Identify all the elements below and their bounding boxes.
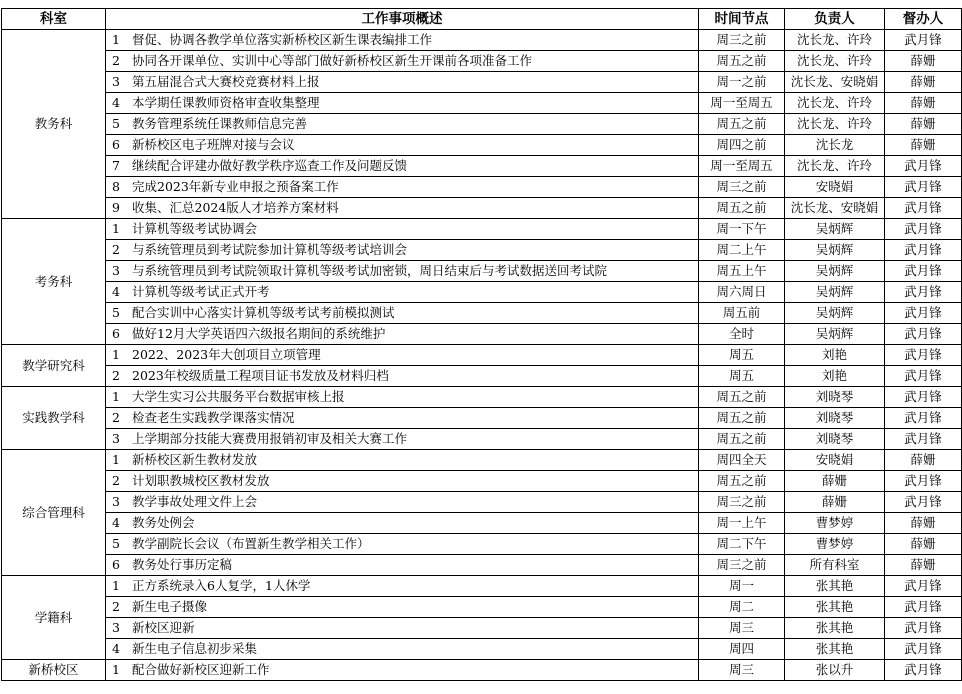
task-number: 1 xyxy=(112,662,120,677)
time-cell: 周三 xyxy=(699,660,785,681)
supervisor-cell: 薛姗 xyxy=(885,555,962,576)
supervisor-cell: 武月锋 xyxy=(885,198,962,219)
table-row xyxy=(2,387,962,408)
table-row xyxy=(2,324,962,345)
header-dept: 科室 xyxy=(2,9,106,30)
supervisor-cell: 武月锋 xyxy=(885,261,962,282)
task-number: 2 xyxy=(112,242,120,257)
task-description: 计划职教城校区教材发放 xyxy=(132,473,270,488)
supervisor-cell: 武月锋 xyxy=(885,471,962,492)
task-description: 完成2023年新专业申报之预备案工作 xyxy=(132,179,339,194)
task-cell xyxy=(106,555,699,576)
task-description: 配合实训中心落实计算机等级考试考前模拟测试 xyxy=(132,305,395,320)
task-cell xyxy=(106,135,699,156)
time-cell: 周二 xyxy=(699,597,785,618)
owner-cell: 沈长龙、许玲 xyxy=(785,93,885,114)
task-number: 3 xyxy=(112,494,120,509)
table-row xyxy=(2,93,962,114)
supervisor-cell: 武月锋 xyxy=(885,240,962,261)
task-number: 1 xyxy=(112,389,120,404)
time-cell: 周六周日 xyxy=(699,282,785,303)
task-cell xyxy=(106,492,699,513)
time-cell: 周四 xyxy=(699,639,785,660)
task-description: 配合做好新校区迎新工作 xyxy=(132,662,270,677)
task-number: 4 xyxy=(112,95,120,110)
table-row xyxy=(2,261,962,282)
task-cell xyxy=(106,366,699,387)
time-cell: 周五之前 xyxy=(699,387,785,408)
task-cell xyxy=(106,30,699,51)
owner-cell: 沈长龙、许玲 xyxy=(785,114,885,135)
task-cell xyxy=(106,282,699,303)
task-number: 1 xyxy=(112,32,120,47)
time-cell: 周五上午 xyxy=(699,261,785,282)
task-description: 2023年校级质量工程项目证书发放及材料归档 xyxy=(132,368,389,383)
table-row xyxy=(2,240,962,261)
task-cell xyxy=(106,576,699,597)
task-description: 收集、汇总2024版人才培养方案材料 xyxy=(132,200,339,215)
dept-cell: 学籍科 xyxy=(2,576,106,660)
task-cell xyxy=(106,387,699,408)
time-cell: 周二下午 xyxy=(699,534,785,555)
supervisor-cell: 武月锋 xyxy=(885,282,962,303)
task-number: 7 xyxy=(112,158,120,173)
task-number: 3 xyxy=(112,431,120,446)
task-description: 做好12月大学英语四六级报名期间的系统维护 xyxy=(132,326,386,341)
owner-cell: 刘晓琴 xyxy=(785,408,885,429)
supervisor-cell: 武月锋 xyxy=(885,219,962,240)
supervisor-cell: 薛姗 xyxy=(885,450,962,471)
task-cell xyxy=(106,618,699,639)
task-number: 3 xyxy=(112,74,120,89)
header-task: 工作事项概述 xyxy=(106,9,699,30)
task-description: 新桥校区新生教材发放 xyxy=(132,452,258,467)
task-number: 1 xyxy=(112,578,120,593)
task-number: 4 xyxy=(112,284,120,299)
table-row xyxy=(2,660,962,681)
task-number: 9 xyxy=(112,200,120,215)
table-row xyxy=(2,555,962,576)
task-number: 1 xyxy=(112,347,120,362)
supervisor-cell: 武月锋 xyxy=(885,576,962,597)
task-cell xyxy=(106,240,699,261)
supervisor-cell: 武月锋 xyxy=(885,324,962,345)
supervisor-cell: 薛姗 xyxy=(885,51,962,72)
table-row xyxy=(2,177,962,198)
task-number: 1 xyxy=(112,452,120,467)
owner-cell: 安晓娟 xyxy=(785,450,885,471)
dept-cell: 考务科 xyxy=(2,219,106,345)
task-cell xyxy=(106,345,699,366)
task-number: 2 xyxy=(112,599,120,614)
time-cell: 周五 xyxy=(699,345,785,366)
supervisor-cell: 武月锋 xyxy=(885,177,962,198)
task-number: 5 xyxy=(112,116,120,131)
time-cell: 周三之前 xyxy=(699,555,785,576)
task-number: 4 xyxy=(112,515,120,530)
supervisor-cell: 武月锋 xyxy=(885,156,962,177)
table-row xyxy=(2,135,962,156)
task-number: 1 xyxy=(112,221,120,236)
supervisor-cell: 薛姗 xyxy=(885,513,962,534)
owner-cell: 吴炳辉 xyxy=(785,219,885,240)
task-number: 6 xyxy=(112,326,120,341)
task-description: 教务管理系统任课教师信息完善 xyxy=(132,116,308,131)
supervisor-cell: 薛姗 xyxy=(885,135,962,156)
time-cell: 周一至周五 xyxy=(699,156,785,177)
table-row xyxy=(2,618,962,639)
dept-cell: 实践教学科 xyxy=(2,387,106,450)
task-number: 2 xyxy=(112,473,120,488)
task-description: 正方系统录入6人复学，1人休学 xyxy=(132,578,311,593)
task-number: 3 xyxy=(112,263,120,278)
dept-cell: 教学研究科 xyxy=(2,345,106,387)
task-cell xyxy=(106,156,699,177)
dept-cell: 新桥校区 xyxy=(2,660,106,681)
owner-cell: 吴炳辉 xyxy=(785,240,885,261)
task-cell xyxy=(106,660,699,681)
owner-cell: 刘晓琴 xyxy=(785,429,885,450)
owner-cell: 吴炳辉 xyxy=(785,261,885,282)
supervisor-cell: 武月锋 xyxy=(885,492,962,513)
table-row xyxy=(2,471,962,492)
time-cell: 周三之前 xyxy=(699,177,785,198)
owner-cell: 张其艳 xyxy=(785,618,885,639)
table-row xyxy=(2,576,962,597)
supervisor-cell: 武月锋 xyxy=(885,618,962,639)
time-cell: 周一至周五 xyxy=(699,93,785,114)
task-description: 新生电子信息初步采集 xyxy=(132,641,258,656)
time-cell: 周五之前 xyxy=(699,114,785,135)
task-number: 8 xyxy=(112,179,120,194)
table-row xyxy=(2,345,962,366)
owner-cell: 沈长龙 xyxy=(785,135,885,156)
owner-cell: 薛姗 xyxy=(785,471,885,492)
owner-cell: 吴炳辉 xyxy=(785,324,885,345)
table-row xyxy=(2,72,962,93)
owner-cell: 沈长龙、许玲 xyxy=(785,30,885,51)
dept-cell: 综合管理科 xyxy=(2,450,106,576)
owner-cell: 吴炳辉 xyxy=(785,282,885,303)
header-supervisor: 督办人 xyxy=(885,9,962,30)
owner-cell: 沈长龙、许玲 xyxy=(785,156,885,177)
supervisor-cell: 武月锋 xyxy=(885,597,962,618)
table-row xyxy=(2,30,962,51)
supervisor-cell: 武月锋 xyxy=(885,408,962,429)
task-number: 5 xyxy=(112,305,120,320)
time-cell: 周三之前 xyxy=(699,30,785,51)
time-cell: 周四之前 xyxy=(699,135,785,156)
table-row xyxy=(2,429,962,450)
task-cell xyxy=(106,177,699,198)
task-cell xyxy=(106,429,699,450)
task-cell xyxy=(106,471,699,492)
owner-cell: 刘艳 xyxy=(785,345,885,366)
time-cell: 周五之前 xyxy=(699,471,785,492)
task-description: 教学事故处理文件上会 xyxy=(132,494,258,509)
task-number: 6 xyxy=(112,137,120,152)
owner-cell: 张其艳 xyxy=(785,639,885,660)
owner-cell: 刘艳 xyxy=(785,366,885,387)
task-description: 新校区迎新 xyxy=(132,620,195,635)
owner-cell: 曹梦婷 xyxy=(785,513,885,534)
task-cell xyxy=(106,198,699,219)
time-cell: 周三 xyxy=(699,618,785,639)
time-cell: 周一 xyxy=(699,576,785,597)
owner-cell: 刘晓琴 xyxy=(785,387,885,408)
task-description: 与系统管理员到考试院参加计算机等级考试培训会 xyxy=(132,242,408,257)
work-schedule-table xyxy=(1,8,962,681)
task-description: 第五届混合式大赛校竞赛材料上报 xyxy=(132,74,320,89)
task-cell xyxy=(106,534,699,555)
task-cell xyxy=(106,408,699,429)
owner-cell: 张以升 xyxy=(785,660,885,681)
task-description: 协同各开课单位、实训中心等部门做好新桥校区新生开课前各项准备工作 xyxy=(132,53,533,68)
table-row xyxy=(2,156,962,177)
table-row xyxy=(2,639,962,660)
supervisor-cell: 薛姗 xyxy=(885,72,962,93)
time-cell: 周五 xyxy=(699,366,785,387)
task-number: 2 xyxy=(112,53,120,68)
task-description: 本学期任课教师资格审查收集整理 xyxy=(132,95,320,110)
table-row xyxy=(2,51,962,72)
owner-cell: 张其艳 xyxy=(785,597,885,618)
task-cell xyxy=(106,324,699,345)
time-cell: 周二上午 xyxy=(699,240,785,261)
table-row xyxy=(2,513,962,534)
supervisor-cell: 武月锋 xyxy=(885,303,962,324)
supervisor-cell: 武月锋 xyxy=(885,30,962,51)
table-row xyxy=(2,114,962,135)
task-description: 计算机等级考试协调会 xyxy=(132,221,258,236)
time-cell: 周五前 xyxy=(699,303,785,324)
header-owner: 负责人 xyxy=(785,9,885,30)
task-cell xyxy=(106,114,699,135)
time-cell: 周一上午 xyxy=(699,513,785,534)
table-row xyxy=(2,366,962,387)
time-cell: 周一下午 xyxy=(699,219,785,240)
table-row xyxy=(2,450,962,471)
table-row xyxy=(2,282,962,303)
owner-cell: 薛姗 xyxy=(785,492,885,513)
table-row xyxy=(2,198,962,219)
owner-cell: 张其艳 xyxy=(785,576,885,597)
task-description: 教务处行事历定稿 xyxy=(132,557,233,572)
owner-cell: 沈长龙、安晓娟 xyxy=(785,198,885,219)
table-row xyxy=(2,408,962,429)
task-cell xyxy=(106,72,699,93)
supervisor-cell: 武月锋 xyxy=(885,660,962,681)
task-description: 新桥校区电子班牌对接与会议 xyxy=(132,137,295,152)
supervisor-cell: 武月锋 xyxy=(885,345,962,366)
task-description: 2022、2023年大创项目立项管理 xyxy=(132,347,321,362)
task-cell xyxy=(106,639,699,660)
supervisor-cell: 薛姗 xyxy=(885,534,962,555)
task-cell xyxy=(106,51,699,72)
header-time: 时间节点 xyxy=(699,9,785,30)
owner-cell: 安晓娟 xyxy=(785,177,885,198)
supervisor-cell: 武月锋 xyxy=(885,387,962,408)
owner-cell: 吴炳辉 xyxy=(785,303,885,324)
time-cell: 周五之前 xyxy=(699,198,785,219)
task-cell xyxy=(106,93,699,114)
task-cell xyxy=(106,219,699,240)
owner-cell: 曹梦婷 xyxy=(785,534,885,555)
header-row xyxy=(2,9,962,30)
task-description: 与系统管理员到考试院领取计算机等级考试加密锁，周日结束后与考试数据送回考试院 xyxy=(132,263,608,278)
task-description: 督促、协调各教学单位落实新桥校区新生课表编排工作 xyxy=(132,32,433,47)
task-cell xyxy=(106,513,699,534)
table-row xyxy=(2,303,962,324)
time-cell: 周五之前 xyxy=(699,429,785,450)
task-description: 继续配合评建办做好教学秩序巡查工作及问题反馈 xyxy=(132,158,408,173)
task-description: 教学副院长会议（布置新生教学相关工作） xyxy=(132,536,370,551)
supervisor-cell: 武月锋 xyxy=(885,429,962,450)
supervisor-cell: 薛姗 xyxy=(885,114,962,135)
time-cell: 周一之前 xyxy=(699,72,785,93)
owner-cell: 所有科室 xyxy=(785,555,885,576)
task-number: 2 xyxy=(112,368,120,383)
task-description: 大学生实习公共服务平台数据审核上报 xyxy=(132,389,345,404)
time-cell: 全时 xyxy=(699,324,785,345)
table-body xyxy=(2,30,962,681)
table-row xyxy=(2,597,962,618)
dept-cell: 教务科 xyxy=(2,30,106,219)
task-description: 上学期部分技能大赛费用报销初审及相关大赛工作 xyxy=(132,431,408,446)
time-cell: 周五之前 xyxy=(699,51,785,72)
task-number: 3 xyxy=(112,620,120,635)
task-cell xyxy=(106,450,699,471)
table-row xyxy=(2,534,962,555)
task-cell xyxy=(106,261,699,282)
task-description: 检查老生实践教学课落实情况 xyxy=(132,410,295,425)
supervisor-cell: 薛姗 xyxy=(885,93,962,114)
time-cell: 周五之前 xyxy=(699,408,785,429)
table-row xyxy=(2,492,962,513)
task-number: 4 xyxy=(112,641,120,656)
table-row xyxy=(2,219,962,240)
task-description: 教务处例会 xyxy=(132,515,195,530)
owner-cell: 沈长龙、安晓娟 xyxy=(785,72,885,93)
task-number: 5 xyxy=(112,536,120,551)
supervisor-cell: 武月锋 xyxy=(885,639,962,660)
time-cell: 周四全天 xyxy=(699,450,785,471)
task-cell xyxy=(106,303,699,324)
supervisor-cell: 武月锋 xyxy=(885,366,962,387)
task-description: 计算机等级考试正式开考 xyxy=(132,284,270,299)
time-cell: 周三之前 xyxy=(699,492,785,513)
task-number: 6 xyxy=(112,557,120,572)
task-number: 2 xyxy=(112,410,120,425)
task-description: 新生电子摄像 xyxy=(132,599,208,614)
owner-cell: 沈长龙、许玲 xyxy=(785,51,885,72)
task-cell xyxy=(106,597,699,618)
